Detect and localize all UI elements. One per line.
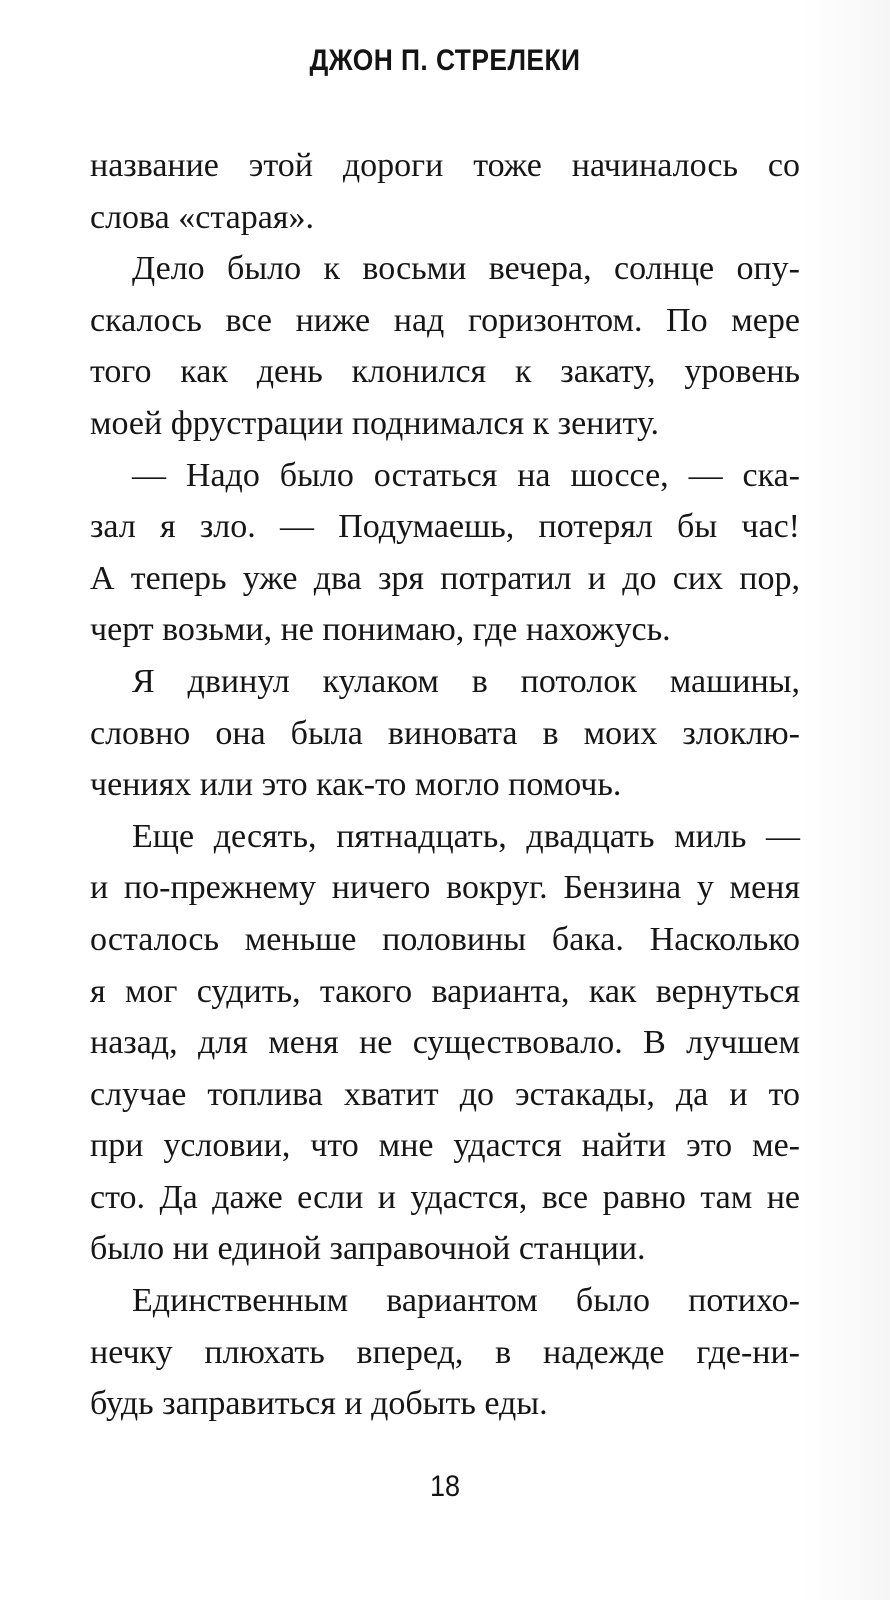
text-line: будь заправиться и добыть еды. bbox=[90, 1385, 548, 1423]
body-text bbox=[90, 140, 800, 1430]
text-line: сто. Да даже если и удастся, все равно там не bbox=[90, 1178, 800, 1216]
text-line: назад, для меня не существовало. В лучшем bbox=[90, 1024, 800, 1062]
text-line: было ни единой заправочной станции. bbox=[90, 1230, 646, 1268]
text-line: я мог судить, такого варианта, как вернуться bbox=[90, 972, 800, 1010]
paragraph bbox=[90, 811, 800, 1275]
text-line: Единственным вариантом было потихо- bbox=[132, 1282, 800, 1320]
text-line: того как день клонился к закату, уровень bbox=[90, 353, 800, 391]
paragraph bbox=[90, 1275, 800, 1430]
text-line: случае топлива хватит до эстакады, да и то bbox=[90, 1075, 800, 1113]
paragraph bbox=[90, 243, 800, 449]
text-line: — Надо было остаться на шоссе, — ска- bbox=[132, 456, 800, 494]
paragraph bbox=[90, 140, 800, 243]
text-line: Я двинул кулаком в потолок машины, bbox=[132, 662, 800, 700]
text-line: осталось меньше половины бака. Насколько bbox=[90, 920, 800, 958]
text-line: зал я зло. — Подумаешь, потерял бы час! bbox=[90, 508, 800, 546]
text-line: Еще десять, пятнадцать, двадцать миль — bbox=[132, 817, 800, 855]
text-line: и по-прежнему ничего вокруг. Бензина у меня bbox=[90, 869, 800, 907]
text-line: моей фрустрации поднимался к зениту. bbox=[90, 404, 660, 442]
text-line: скалось все ниже над горизонтом. По мере bbox=[90, 301, 800, 339]
text-line: словно она была виновата в моих злоклю- bbox=[90, 714, 800, 752]
page-number: 18 bbox=[429, 1470, 461, 1503]
text-line: чениях или это как-то могло помочь. bbox=[90, 766, 622, 804]
text-line: название этой дороги тоже начиналось со bbox=[90, 147, 800, 184]
paragraph bbox=[90, 450, 800, 656]
text-line: Дело было к восьми вечера, солнце опу- bbox=[132, 250, 800, 288]
text-line: нечку плюхать вперед, в надежде где-ни- bbox=[90, 1333, 800, 1371]
text-line: А теперь уже два зря потратил и до сих пор, bbox=[90, 559, 800, 597]
text-line: черт возьми, не понимаю, где нахожусь. bbox=[90, 611, 671, 649]
text-line: слова «старая». bbox=[90, 198, 314, 236]
paragraph bbox=[90, 656, 800, 811]
text-line: при условии, что мне удастся найти это ме- bbox=[90, 1127, 800, 1165]
running-head: ДЖОН П. СТРЕЛЕКИ bbox=[309, 44, 581, 77]
